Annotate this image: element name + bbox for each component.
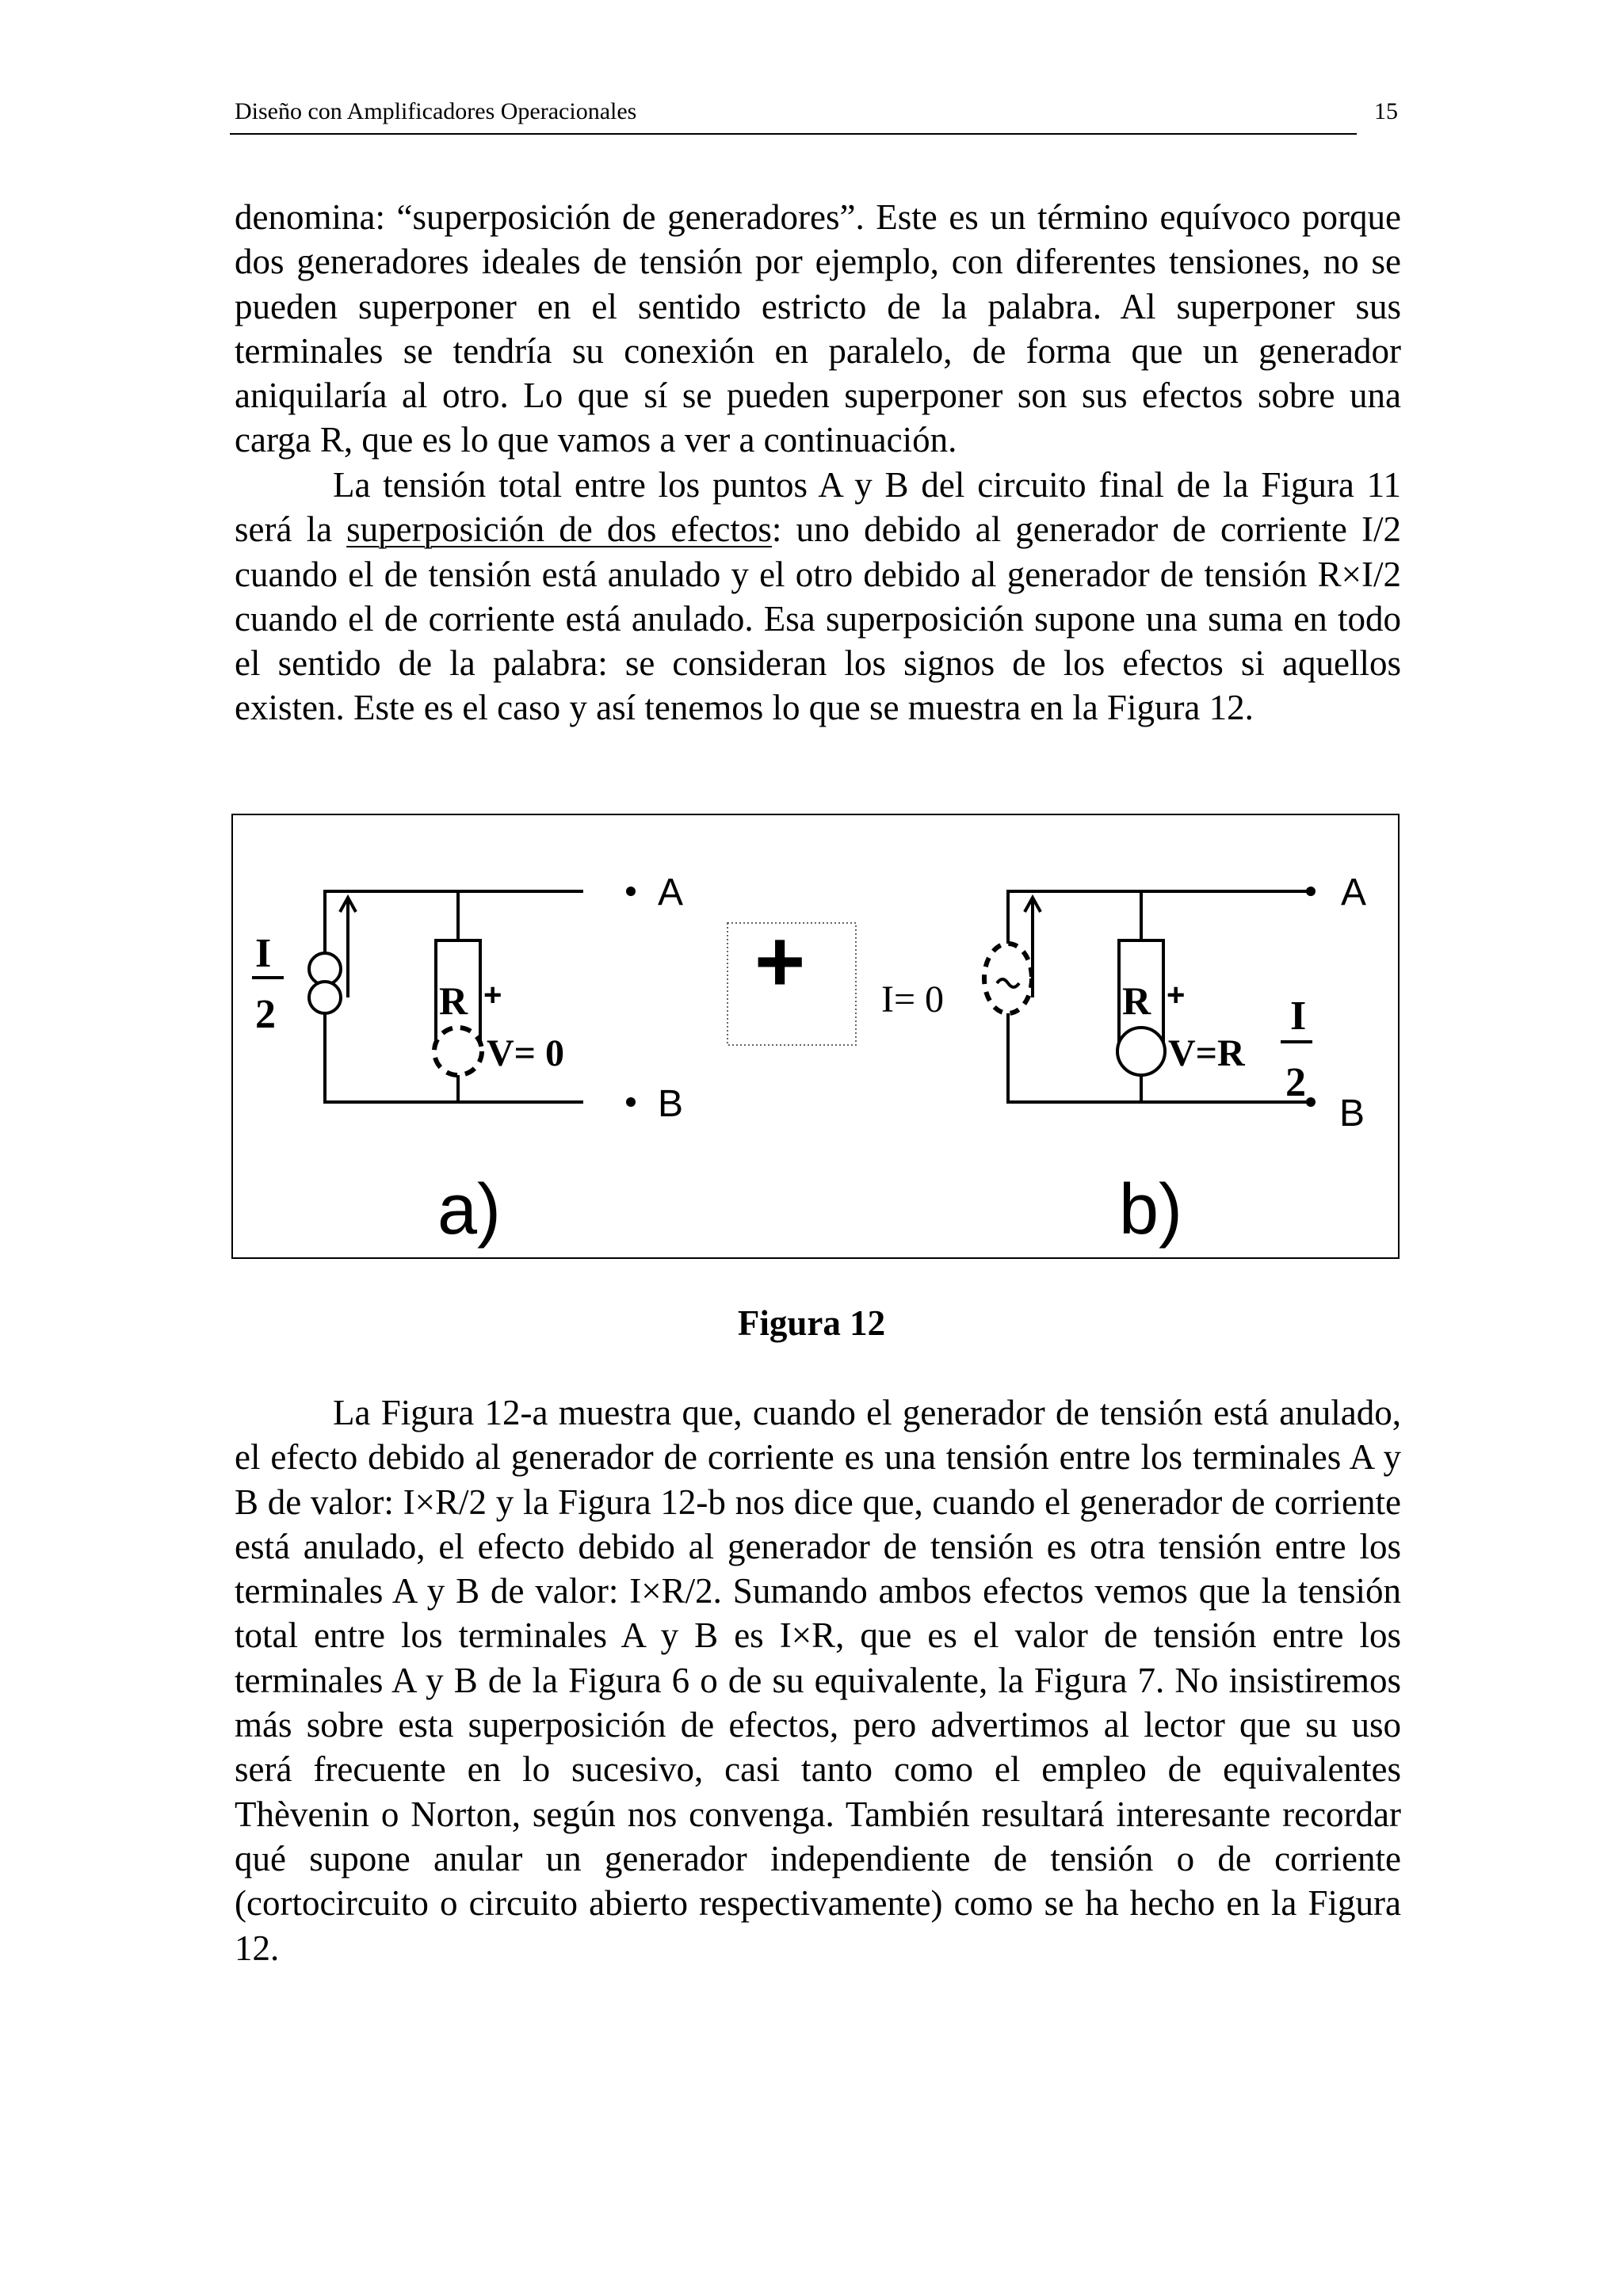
circuit-a-shorted-voltage-source: [434, 1028, 482, 1075]
circuit-a-terminal-b-label: B: [658, 1083, 684, 1125]
circuit-b-current-label: I= 0: [881, 978, 945, 1020]
circuit-a-panel-label: a): [437, 1170, 502, 1249]
circuit-b-terminal-b-label: B: [1339, 1093, 1365, 1135]
paragraph-2-part-1: La tensión total entre los puntos A y B del circuito final de la Figura 11 será la: [235, 465, 1401, 550]
paragraph-2: [235, 463, 1401, 730]
paragraph-1: denomina: “superposición de generadores”. Este es un término equívoco porque dos generadores ideales de tensión por ejemplo, con diferentes tensiones, no se pueden superponer en el sentido estricto de la palabra. Al superponer sus terminales se tendría su conexión en paralelo, de forma que un generador aniquilaría al otro. Lo que sí se pueden superponer son sus efectos sobre una carga R, que es lo que vamos a ver a continuación.: [235, 197, 1401, 460]
paragraph-3: La Figura 12-a muestra que, cuando el generador de tensión está anulado, el efecto debido al generador de corriente es una tensión entre los terminales A y B de valor: I×R/2 y la Figura 12-b nos dice que, cuando el generador de corriente está anulado, el efecto debido al generador de tensión es otra tensión entre los terminales A y B de valor: I×R/2. Sumando ambos efectos vemos que la tensión total entre los terminales A y B es I×R, que es el valor de tensión entre los terminales A y B de la Figura 6 o de su equivalente, la Figura 7. No insistiremos más sobre esta superposición de efectos, pero advertimos al lector que su uso será frecuente en lo sucesivo, casi tanto como el empleo de equivalentes Thèvenin o Norton, según nos convenga. También resultará interesante recordar qué supone anular un generador independiente de tensión o de corriente (cortocircuito o circuito abierto respectivamente) como se ha hecho en la Figura 12.: [235, 1393, 1401, 1968]
circuit-b-voltage-numerator: I: [1290, 994, 1307, 1039]
circuit-b-wires: [1008, 891, 1311, 1102]
circuit-b-panel-label: b): [1119, 1170, 1183, 1249]
circuit-b-voltage-denominator: 2: [1285, 1060, 1306, 1105]
circuit-b-plus-sign: +: [1167, 978, 1186, 1013]
running-title: Diseño con Amplificadores Operacionales: [235, 98, 637, 124]
circuit-a-source-numerator: I: [255, 931, 272, 976]
circuit-a-terminal-a-label: A: [658, 871, 684, 913]
circuit-a-source-denominator: 2: [255, 992, 276, 1037]
paragraph-2-part-2: : uno debido al generador de corriente I/2 cuando el de tensión está anulado y el otro debido al generador de tensión R×I/2 cuando el de corriente está anulado. Esa superposición supone una suma en todo el sentido de la palabra: se consideran los signos de los efectos si aquellos existen. Este es el caso y así tenemos lo que se muestra en la Figura 12.: [235, 509, 1401, 728]
circuit-b-resistor-label: R: [1122, 978, 1151, 1023]
circuit-a-terminal-b-dot: [626, 1097, 636, 1107]
underlined-phrase: superposición de dos efectos: [346, 509, 772, 550]
circuit-b-open-current-source: [984, 944, 1032, 1013]
figure-12-diagram: [231, 814, 1400, 1259]
circuit-a-terminal-a-dot: [626, 887, 636, 896]
circuit-b-terminal-a-dot: [1306, 887, 1316, 896]
circuit-a-voltage-label: V= 0: [487, 1032, 565, 1074]
page-header: [230, 95, 1398, 135]
circuit-a-plus-sign: +: [483, 978, 502, 1013]
circuit-b-terminal-a-label: A: [1341, 871, 1367, 913]
circuit-a-resistor-label: R: [439, 978, 468, 1023]
circuit-b-voltage-label: V=R: [1168, 1032, 1245, 1074]
circuit-a-current-source-bottom: [309, 982, 341, 1013]
page-number: 15: [1374, 98, 1398, 124]
superposition-plus-sign: +: [754, 913, 806, 1010]
circuit-b-voltage-source: [1117, 1028, 1165, 1075]
circuit-b-terminal-b-dot: [1306, 1097, 1316, 1107]
figure-caption: Figura 12: [737, 1303, 886, 1343]
